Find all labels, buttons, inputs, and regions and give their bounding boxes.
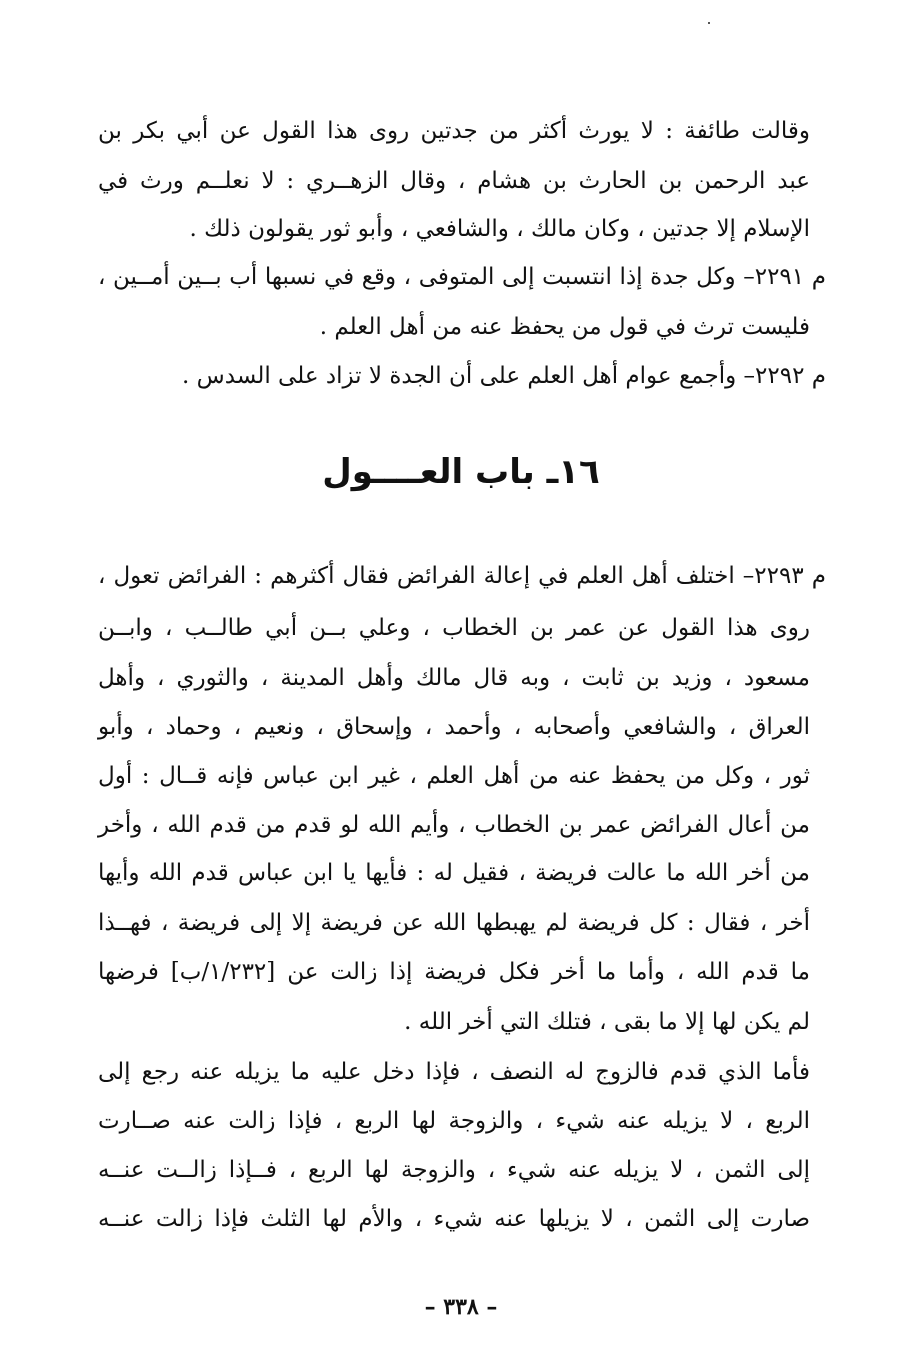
section-heading: ١٦ـ باب العــــول [322, 452, 600, 492]
item-2293-line-8: أخر ، فقال : كل فريضة لم يهبطها الله عن فريضة إلا إلى فريضة ، فهــذا [98, 910, 810, 936]
item-2293-line-2: روى هذا القول عن عمر بن الخطاب ، وعلي بــن أبي طالــب ، وابــن [98, 615, 810, 641]
item-2293-line-1: م ٢٢٩٣– اختلف أهل العلم في إعالة الفرائض فقال أكثرهم : الفرائض تعول ، [98, 563, 826, 589]
paragraph-last-line-1: فأما الذي قدم فالزوج له النصف ، فإذا دخل عليه ما يزيله عنه رجع إلى [98, 1059, 810, 1085]
item-2293-line-9: ما قدم الله ، وأما ما أخر فكل فريضة إذا زالت عن [١/٢٣٢/ب] فرضها [98, 959, 810, 985]
item-2293-line-7: من أخر الله ما عالت فريضة ، فقيل له : فأيها يا ابن عباس قدم الله وأيها [98, 860, 810, 886]
scan-speck [708, 22, 710, 24]
paragraph-1-line-1: وقالت طائفة : لا يورث أكثر من جدتين روى هذا القول عن أبي بكر بن [98, 118, 810, 144]
paragraph-last-line-2: الربع ، لا يزيله عنه شيء ، والزوجة لها الربع ، فإذا زالت عنه صــارت [98, 1108, 810, 1134]
paragraph-last-line-3: إلى الثمن ، لا يزيله عنه شيء ، والزوجة لها الربع ، فــإذا زالــت عنــه [98, 1157, 810, 1183]
item-2293-line-6: من أعال الفرائض عمر بن الخطاب ، وأيم الله لو قدم من قدم الله ، وأخر [98, 812, 810, 838]
item-2293-line-4: العراق ، والشافعي وأصحابه ، وأحمد ، وإسحاق ، ونعيم ، وحماد ، وأبو [98, 714, 810, 740]
paragraph-last-line-4: صارت إلى الثمن ، لا يزيلها عنه شيء ، والأم لها الثلث فإذا زالت عنــه [98, 1206, 810, 1232]
item-2293-line-3: مسعود ، وزيد بن ثابت ، وبه قال مالك وأهل المدينة ، والثوري ، وأهل [98, 665, 810, 691]
page-number: – ٣٣٨ – [424, 1294, 498, 1320]
item-2293-line-10: لم يكن لها إلا ما بقى ، فتلك التي أخر الله . [404, 1009, 810, 1035]
item-2291-line-1: م ٢٢٩١– وكل جدة إذا انتسبت إلى المتوفى ، وقع في نسبها أب بــين أمــين ، [98, 264, 826, 290]
paragraph-1-line-3: الإسلام إلا جدتين ، وكان مالك ، والشافعي ، وأبو ثور يقولون ذلك . [189, 216, 810, 242]
paragraph-1-line-2: عبد الرحمن بن الحارث بن هشام ، وقال الزهــري : لا نعلــم ورث في [98, 168, 810, 194]
item-2293-line-5: ثور ، وكل من يحفظ عنه من أهل العلم ، غير ابن عباس فإنه قــال : أول [98, 763, 810, 789]
item-2291-line-2: فليست ترث في قول من يحفظ عنه من أهل العلم . [319, 314, 810, 340]
item-2292-line-1: م ٢٢٩٢– وأجمع عوام أهل العلم على أن الجدة لا تزاد على السدس . [182, 363, 826, 389]
